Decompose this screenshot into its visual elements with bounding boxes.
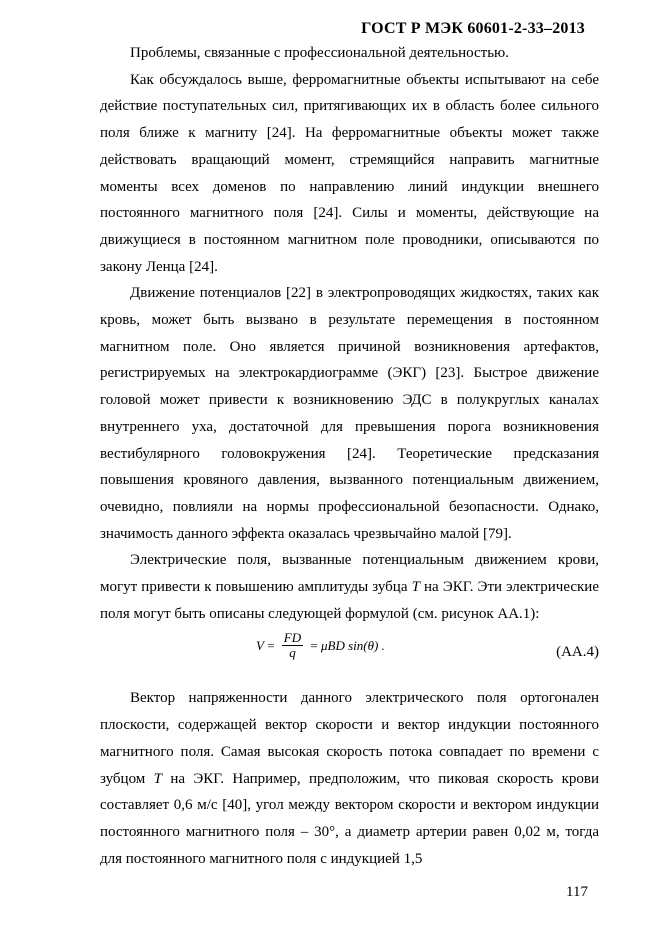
formula-lhs: V [256, 637, 264, 653]
formula-number: (АА.4) [556, 644, 599, 661]
t-wave-symbol: T [411, 579, 420, 596]
formula-numerator: FD [283, 630, 302, 646]
document-body [100, 40, 599, 872]
page-number: 117 [566, 884, 588, 900]
formula-rhs: μBD sin(θ) . [320, 637, 385, 653]
formula-fraction [282, 631, 303, 660]
formula [256, 631, 385, 660]
text-span: Электрические поля, вызванные потенциальным движением крови, могут привести к повышению амплитуды зубца [100, 552, 599, 596]
document-header: ГОСТ Р МЭК 60601-2-33–2013 [361, 20, 585, 37]
formula-equals: = [263, 637, 278, 653]
formula-denominator: q [289, 645, 296, 661]
formula-equals: = [307, 637, 321, 653]
paragraph-electric-fields [100, 547, 599, 627]
paragraph-ferromagnetic: Как обсуждалось выше, ферромагнитные объекты испытывают на себе действие поступательных сил, притягивающих их в область более сильного поля ближе к магниту [24]. На ферромагнитные объекты может также действовать вращающий момент, стремящийся направить магнитные моменты всех доменов по направлению линий индукции внешнего постоянного магнитного поля [24]. Силы и моменты, действующие на движущиеся в постоянном магнитном поле проводники, описываются по закону Ленца [24]. [100, 71, 599, 275]
formula-block [100, 627, 599, 681]
paragraph-vector [100, 685, 599, 872]
paragraph-potentials: Движение потенциалов [22] в электропроводящих жидкостях, таких как кровь, может быть вызвано в результате перемещения в постоянном магнитном поле. Оно является причиной возникновения артефактов, регистрируемых на электрокардиограмме (ЭКГ) [23]. Быстрое движение головой может привести к возникновению ЭДС в полукруглых каналах внутреннего уха, достаточной для превышения порога возникновения вестибулярного головокружения [24]. Теоретические предсказания повышения кровяного давления, вызванного потенциальным движением, очевидно, повлияли на нормы профессиональной безопасности. Однако, значимость данного эффекта оказалась чрезвычайно малой [79]. [100, 285, 599, 542]
text-span: на ЭКГ. Эти электрические поля могут быть описаны следующей формулой (см. рисунок АА.1): [100, 579, 599, 622]
text-span: на ЭКГ. Например, предположим, что пиковая скорость крови составляет 0,6 м/с [40], угол между вектором скорости и вектором индукции постоянного магнитного поля – 30°, а диаметр артерии равен 0,02 м, тогда для постоянного магнитного поля с индукцией 1,5 [100, 770, 599, 867]
t-wave-symbol: T [153, 770, 162, 787]
text-span: Вектор напряженности данного электрического поля ортогонален плоскости, содержащей вектор скорости и вектор индукции постоянного магнитного поля. Самая высокая скорость потока совпадает по времени с зубцом [100, 690, 599, 787]
paragraph-heading: Проблемы, связанные с профессиональной деятельностью. [130, 45, 509, 61]
